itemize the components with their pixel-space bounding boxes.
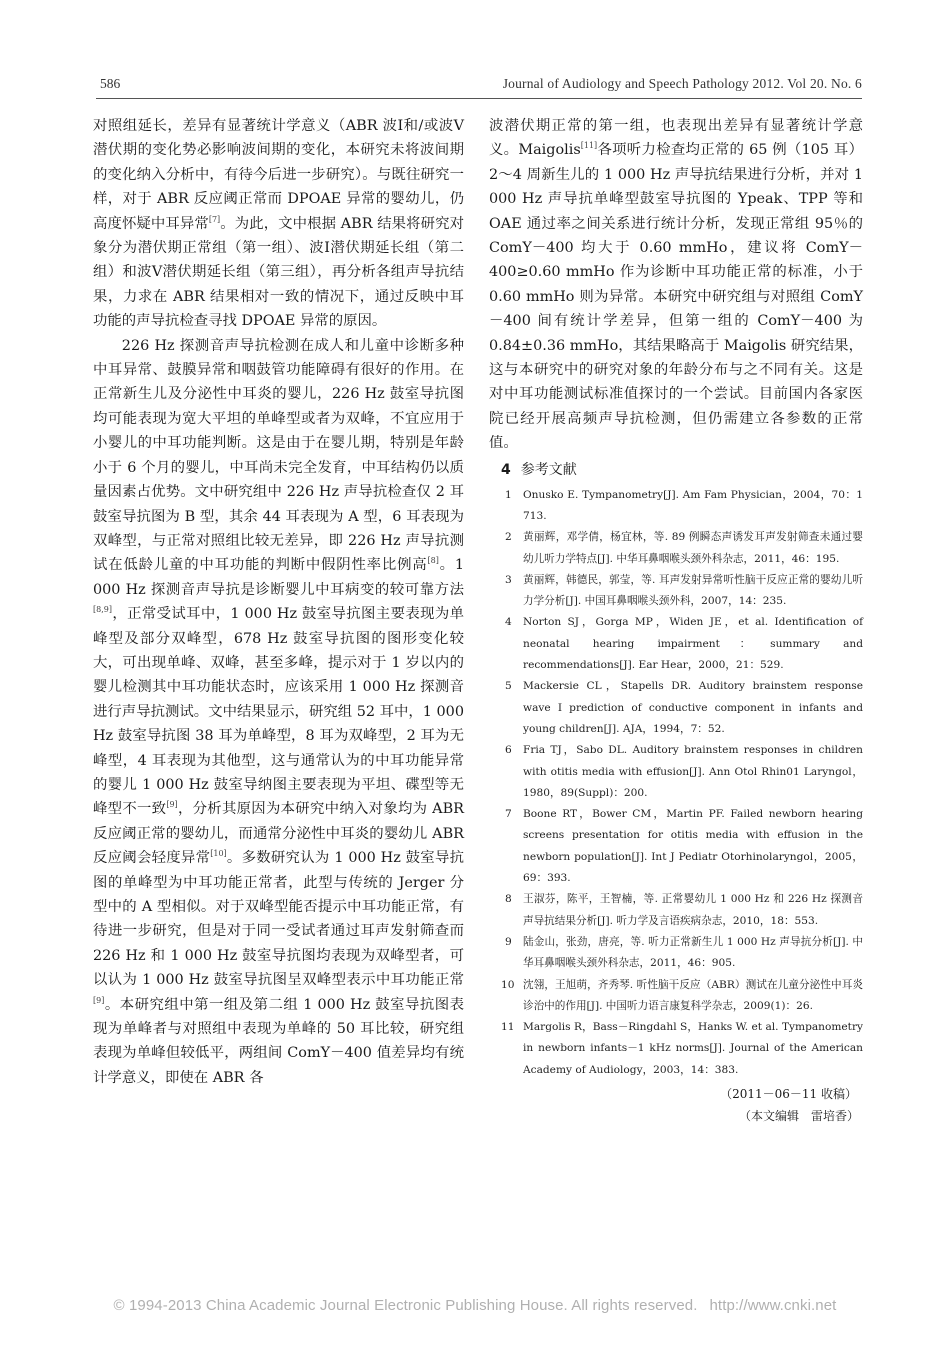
editor-note: （本文编辑 雷培香） bbox=[738, 1109, 859, 1123]
page-number: 586 bbox=[100, 76, 121, 91]
reference-text: Boone RT，Bower CM，Martin PF. Failed newborn hearing screens presentation for otitis media with effusion in the newborn population[J]. Int J Pediatr Otorhinolaryngol，2005，69：393. bbox=[523, 808, 863, 885]
reference-number: 1 bbox=[505, 488, 512, 501]
reference-number: 10 bbox=[501, 978, 515, 991]
section-title: 参考文献 bbox=[520, 461, 577, 478]
reference-text: Fria TJ，Sabo DL. Auditory brainstem responses in children with otitis media with effusion[J]. Ann Otol Rhin01 Laryngol，1980，89(Suppl)：200. bbox=[523, 744, 863, 799]
reference-text: 陆金山，张劲，唐亮，等. 听力正常新生儿 1 000 Hz 声导抗分析[J]. 中华耳鼻咽喉头颈外科杂志，2011，46：905. bbox=[523, 935, 863, 970]
reference-text: 黄丽辉，韩德民，郭莹，等. 耳声发射异常听性脑干反应正常的婴幼儿听力学分析[J]. 中国耳鼻咽喉头颈外科，2007，14：235. bbox=[523, 573, 863, 608]
text-run: 对照组延长，差异有显著统计学意义（ABR 波Ⅰ和/或波Ⅴ潜伏期的变化势必影响波间期的变化，本研究未将波间期的变化纳入分析中，有待今后进一步研究）。与既往研究一样，对于 ABR 反应阈正常而 DPOAE 异常的婴幼儿，仍高度怀疑中耳异常 bbox=[93, 118, 464, 232]
reference-number: 3 bbox=[505, 573, 512, 586]
citation-ref: [7] bbox=[208, 214, 221, 224]
text-run: 。多数研究认为 1 000 Hz 鼓室导抗图的单峰型为中耳功能正常者，此型与传统的 Jerger 分型中的 A 型相似。对于双峰型能否提示中耳功能正常，有待进一步研究，但是对于同一受试者通过耳声发射筛查而 226 Hz 和 1 000 Hz 鼓室导抗图均表现为双峰型者，可以认为 1 000 Hz 鼓室导抗图呈双峰型表示中耳功能正常 bbox=[93, 850, 464, 989]
reference-text: 沈翎，王旭萌，齐秀琴. 听性脑干反应（ABR）测试在儿童分泌性中耳炎诊治中的作用[J]. 中国听力语言康复科学杂志，2009(1)：26. bbox=[523, 978, 863, 1012]
copyright-footer bbox=[0, 1297, 950, 1314]
section-number: 4 bbox=[501, 461, 511, 478]
right-column bbox=[489, 114, 863, 1127]
reference-text: 王淑芬，陈平，王智楠，等. 正常婴幼儿 1 000 Hz 和 226 Hz 探测音声导抗结果分析[J]. 听力学及言语疾病杂志，2010，18：553. bbox=[523, 893, 863, 927]
footer-link[interactable]: http://www.cnki.net bbox=[709, 1297, 837, 1314]
reference-number: 2 bbox=[505, 531, 512, 544]
text-run: 。为此，文中根据 ABR 结果将研究对象分为潜伏期正常组（第一组）、波Ⅰ潜伏期延长组（第二组）和波Ⅴ潜伏期延长组（第三组），再分析各组声导抗结果，力求在 ABR 结果相对一致的情况下，通过反映中耳功能的声导抗检查寻找 DPOAE 异常的原因。 bbox=[93, 215, 464, 330]
reference-number: 7 bbox=[505, 808, 512, 821]
copyright-text: © 1994-2013 China Academic Journal Electronic Publishing House. All rights reserved. bbox=[113, 1297, 698, 1314]
reference-text: 黄丽辉，邓学倩，杨宜林，等. 89 例瞬态声诱发耳声发射筛查未通过婴幼儿听力学特点[J]. 中华耳鼻咽喉头颈外科杂志，2011，46：195. bbox=[523, 531, 863, 565]
reference-text: Onusko E. Tympanometry[J]. Am Fam Physician，2004，70：1 713. bbox=[523, 488, 863, 522]
citation-ref: [8] bbox=[427, 556, 439, 566]
citation-ref: [9] bbox=[166, 800, 178, 810]
reference-item bbox=[489, 570, 863, 613]
paragraph-1 bbox=[93, 114, 464, 334]
reference-list bbox=[489, 485, 863, 1081]
reference-number: 8 bbox=[505, 893, 512, 906]
citation-ref: [8,9] bbox=[93, 605, 112, 615]
text-run: 。本研究组中第一组及第二组 1 000 Hz 鼓室导抗图表现为单峰者与对照组中表现为单峰的 50 耳比较，研究组表现为单峰但较低平，两组间 ComY－400 值差异均有统计学意义，即使在 ABR 各 bbox=[93, 996, 464, 1086]
section-heading-references bbox=[501, 458, 863, 482]
paragraph-3 bbox=[489, 114, 863, 456]
reference-number: 11 bbox=[501, 1021, 515, 1034]
left-column bbox=[93, 114, 464, 1090]
reference-text: Norton SJ，Gorga MP，Widen JE，et al. Identification of neonatal hearing impairment：summary and recommendations[J]. Ear Hear，2000，21：529. bbox=[523, 616, 863, 672]
reference-number: 4 bbox=[505, 616, 512, 629]
reference-item bbox=[489, 804, 863, 889]
text-run: 各项听力检查均正常的 65 例（105 耳）2～4 周新生儿的 1 000 Hz 声导抗结果进行分析，并对 1 000 Hz 声导抗单峰型鼓室导抗图的 Ypeak、TPP 等和 OAE 通过率之间关系进行统计分析，发现正常组 95％的 ComY－400 均大于 0.60 mmHo，建议将 ComY－400≥0.60 mmHo 作为诊断中耳功能正常的标准，小于 0.60 mmHo 则为异常。本研究中研究组与对照组 ComY－400 间有统计学差异，但第一组的 ComY－400 为 0.84±0.36 mmHo，其结果略高于 Maigolis 研究结果，这与本研究中的研究对象的年龄分布与之不同有关。这是对中耳功能测试标准值探讨的一个尝试。目前国内各家医院已经开展高频声导抗检测，但仍需建立各参数的正常值。 bbox=[489, 142, 863, 452]
citation-ref: [9] bbox=[93, 995, 105, 1005]
reference-text: Margolis R，Bass－Ringdahl S，Hanks W. et al. Tympanometry in newborn infants－1 kHz norms[J]. Journal of the American Academy of Audiology，2003，14：383. bbox=[523, 1021, 863, 1076]
reference-item bbox=[489, 485, 863, 528]
text-run: 226 Hz 探测音声导抗检测在成人和儿童中诊断多种中耳异常、鼓膜异常和咽鼓管功能障碍有很好的作用。在正常新生儿及分泌性中耳炎的婴儿，226 Hz 鼓室导抗图均可能表现为宽大平坦的单峰型或者为双峰，不宜应用于小婴儿的中耳功能判断。这是由于在婴儿期，特别是年龄小于 6 个月的婴儿，中耳尚未完全发育，中耳结构仍以质量因素占优势。文中研究组中 226 Hz 声导抗检查仅 2 耳鼓室导抗图为 B 型，其余 44 耳表现为 A 型，6 耳表现为双峰型，与正常对照组比较无差异，即 226 Hz 声导抗测试在低龄儿童的中耳功能的判断中假阴性率比例高 bbox=[93, 337, 464, 574]
reference-item bbox=[489, 527, 863, 570]
reference-number: 5 bbox=[505, 680, 512, 693]
text-run: 。1 000 Hz 探测音声导抗是诊断婴儿中耳病变的较可靠方法 bbox=[93, 557, 464, 598]
header-rule bbox=[96, 98, 862, 99]
reference-number: 9 bbox=[505, 935, 512, 948]
reference-number: 6 bbox=[505, 744, 512, 757]
reference-item bbox=[489, 740, 863, 804]
reference-item bbox=[489, 975, 863, 1018]
reference-text: Mackersie CL，Stapells DR. Auditory brainstem response wave I prediction of conductive component in infants and young children[J]. AJA，1994，7：52. bbox=[523, 680, 863, 735]
reference-item bbox=[489, 676, 863, 740]
reference-item bbox=[489, 932, 863, 975]
journal-citation: Journal of Audiology and Speech Pathology 2012. Vol 20. No. 6 bbox=[502, 76, 862, 91]
citation-ref: [10] bbox=[210, 849, 227, 859]
reference-item bbox=[489, 889, 863, 932]
received-date: （2011－06－11 收稿） bbox=[720, 1087, 857, 1101]
text-run: ，正常受试耳中，1 000 Hz 鼓室导抗图主要表现为单峰型及部分双峰型，678 Hz 鼓室导抗图的图形变化较大，可出现单峰、双峰，甚至多峰，提示对于 1 岁以内的婴儿检测其中耳功能状态时，应该采用 1 000 Hz 探测音进行声导抗测试。文中结果显示，研究组 52 耳中，1 000 Hz 鼓室导抗图 38 耳为单峰型，8 耳为双峰型，2 耳为无峰型，4 耳表现为其他型，这与通常认为的中耳功能异常的婴儿 1 000 Hz 鼓室导纳图主要表现为平坦、碟型等无峰型不一致 bbox=[93, 606, 464, 818]
running-header bbox=[96, 76, 862, 98]
reference-item bbox=[489, 1017, 863, 1081]
reference-item bbox=[489, 612, 863, 676]
paragraph-2 bbox=[93, 334, 464, 1091]
text-run: ，分析其原因为本研究中纳入对象均为 ABR 反应阈正常的婴幼儿，而通常分泌性中耳炎的婴幼儿 ABR 反应阈会轻度异常 bbox=[93, 801, 464, 867]
text-run: 波潜伏期正常的第一组，也表现出差异有显著统计学意义。Maigolis bbox=[489, 118, 863, 159]
citation-ref: [11] bbox=[580, 141, 598, 151]
